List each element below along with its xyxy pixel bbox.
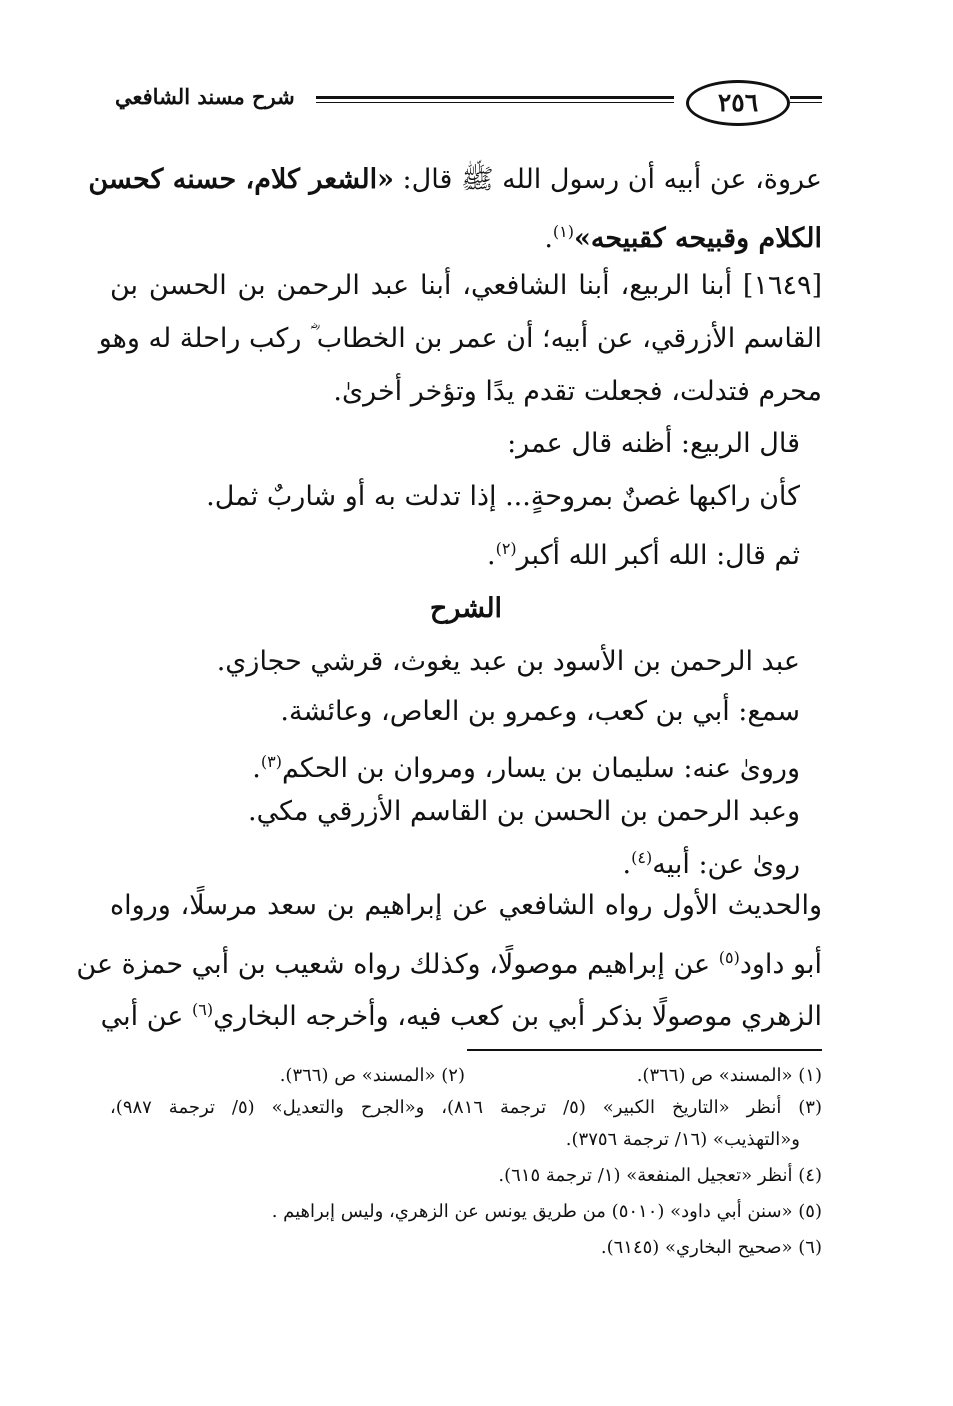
body-line-16 [100, 990, 822, 1032]
hadith-text-bold: «الشعر كلام، حسنه كحسن [88, 164, 394, 195]
body-line-11 [110, 742, 800, 782]
body-line-15 [76, 938, 822, 980]
body-line-6: قال الربيع: أظنه قال عمر: [507, 428, 800, 459]
text-span: أبو داود [739, 949, 822, 980]
text-span: الزهري موصولًا بذكر أبي بن كعب فيه، وأخرجه البخاري [213, 1001, 822, 1032]
body-line-10: سمع: أبي بن كعب، وعمرو بن العاص، وعائشة. [280, 696, 800, 727]
footnote-ref-3: (٣) [260, 752, 282, 771]
footnote-6: (٦) «صحيح البخاري» (٦١٤٥). [600, 1237, 822, 1258]
footnote-2: (٢) «المسند» ص (٣٦٦). [279, 1065, 465, 1086]
section-title: الشرح [429, 593, 503, 624]
body-line-1 [88, 160, 822, 200]
footnote-ref-2: (٢) [495, 539, 517, 558]
footnote-4: (٤) أنظر «تعجيل المنفعة» (١/ ترجمة ٦١٥). [498, 1165, 822, 1186]
text-span: عن أبي [100, 1001, 192, 1032]
header-rule-right [790, 96, 822, 103]
body-line-12: وعبد الرحمن بن الحسن بن القاسم الأزرقي مكي. [247, 796, 800, 827]
text-span: ثم قال: الله أكبر الله أكبر [516, 540, 800, 571]
text-span: عروة، عن أبيه أن رسول الله ﷺ قال: [393, 164, 822, 195]
footnote-ref-5: (٥) [718, 948, 740, 967]
text-span: عن إبراهيم موصولًا، وكذلك رواه شعيب بن أبي حمزة عن [76, 949, 719, 980]
body-line-8 [110, 529, 800, 569]
header-rule-left [316, 96, 674, 103]
text-span: . [486, 540, 496, 571]
footnote-ref-6: (٦) [192, 1000, 214, 1019]
page-number: ٢٥٦ [686, 80, 790, 126]
footnote-ref-4: (٤) [631, 848, 653, 867]
footnote-5: (٥) «سنن أبي داود» (٥٠١٠) من طريق يونس عن الزهري، وليس إبراهيم . [271, 1201, 822, 1222]
body-line-5: محرم فتدلت، فجعلت تقدم يدًا وتؤخر أخرىٰ. [333, 376, 822, 407]
text-span: وروىٰ عنه: سليمان بن يسار، ومروان بن الحكم [281, 753, 800, 784]
footnote-3-line-2: و«التهذيب» (١٦/ ترجمة ٣٧٥٦). [565, 1129, 800, 1150]
body-line-3: [١٦٤٩] أبنا الربيع، أبنا الشافعي، أبنا عبد الرحمن بن الحسن بن [110, 270, 822, 301]
body-line-4: القاسم الأزرقي، عن أبيه؛ أن عمر بن الخطاب ؓ ركب راحلة له وهو [98, 323, 822, 354]
poetry-line: كأن راكبها غصنٌ بمروحةٍ... إذا تدلت به أو شاربٌ ثمل. [206, 481, 800, 512]
body-line-2 [110, 212, 822, 252]
text-span: . [544, 223, 553, 254]
text-span: . [622, 849, 632, 880]
text-span: روىٰ عن: أبيه [652, 849, 800, 880]
hadith-text-bold: الكلام وقبيحه كقبيحه» [574, 223, 822, 254]
body-line-13 [110, 838, 800, 878]
body-line-14: والحديث الأول رواه الشافعي عن إبراهيم بن سعد مرسلًا، ورواه [110, 890, 822, 921]
footnote-1: (١) «المسند» ص (٣٦٦). [636, 1065, 822, 1086]
footnote-separator [467, 1049, 822, 1051]
body-line-9: عبد الرحمن بن الأسود بن عبد يغوث، قرشي حجازي. [216, 646, 800, 677]
footnote-ref-1: (١) [552, 222, 574, 241]
footnote-3-line-1: (٣) أنظر «التاريخ الكبير» (٥/ ترجمة ٨١٦)، و«الجرح والتعديل» (٥/ ترجمة ٩٨٧)، [110, 1097, 822, 1118]
text-span: . [252, 753, 261, 784]
running-header-title: شرح مسند الشافعي [115, 84, 295, 109]
